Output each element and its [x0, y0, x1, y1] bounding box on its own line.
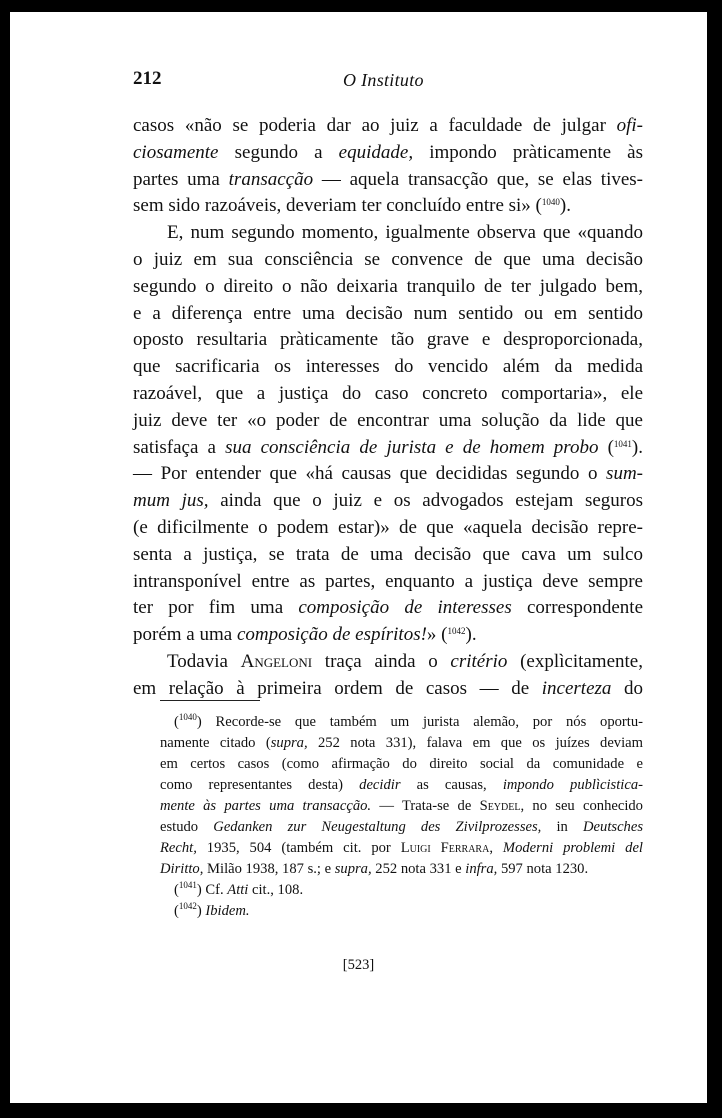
footnote-line [160, 796, 643, 817]
text-run: as causas, [400, 777, 503, 793]
text-run: correspondente [511, 597, 644, 619]
body-line [133, 595, 643, 622]
body-line [133, 649, 643, 676]
text-run: ) Cf. [196, 882, 228, 898]
text-run: Gedanken zur Neugestaltung des Zivilprozesses, [213, 819, 542, 835]
text-run: 1935, 504 (também cit. por [196, 840, 401, 856]
body-line [133, 113, 643, 140]
footnote-ref: 1042 [178, 901, 197, 911]
text-run: sua consciência de jurista e de homem probo [225, 436, 599, 458]
text-run: transacção [228, 168, 314, 190]
text-run: mum jus, [133, 490, 209, 512]
footnote-line [160, 775, 643, 796]
body-line [133, 408, 643, 435]
body-line [133, 435, 643, 462]
text-run: impondo pràticamente às [413, 141, 643, 163]
text-run: Angeloni [240, 650, 313, 672]
text-run: — aquela transacção que, se elas tives- [313, 168, 644, 190]
text-run: composição de espíritos! [236, 624, 427, 646]
body-line [133, 515, 643, 542]
text-run: ). [465, 624, 477, 646]
text-run: ) Recorde-se que também um jurista alemão, por nós oportu- [196, 714, 643, 730]
text-run: — Por entender que «há causas que decididas segundo o [133, 463, 607, 485]
text-run: Atti [227, 882, 249, 898]
footnote-line [160, 733, 643, 754]
footnote-divider [160, 700, 260, 701]
body-line [133, 622, 643, 649]
footnote-line [160, 859, 643, 880]
text-run: decidir [359, 777, 401, 793]
body-line [133, 327, 643, 354]
text-run: traça ainda o [312, 650, 451, 672]
footnote-ref: 1040 [541, 197, 560, 208]
text-run: supra, [334, 861, 372, 877]
body-line [133, 193, 643, 220]
text-run: razoável, que a justiça do caso concreto comportaria», ele [133, 382, 643, 404]
footnote-ref: 1042 [447, 626, 466, 637]
footnote-line [160, 712, 643, 733]
text-run: infra, [465, 861, 498, 877]
text-run: partes uma [133, 168, 229, 190]
text-run: sum- [606, 463, 643, 485]
text-run: in [541, 819, 584, 835]
book-page [10, 12, 707, 1103]
text-run: do [611, 677, 643, 699]
text-run: Recht, [160, 840, 197, 856]
text-run: satisfaça a [133, 436, 226, 458]
text-run: Diritto, [160, 861, 204, 877]
footnote-line [160, 754, 643, 775]
text-run: ) [196, 903, 206, 919]
body-line [133, 220, 643, 247]
text-run: em relação à primeira ordem de casos — de [133, 677, 542, 699]
text-run: Todavia [167, 650, 241, 672]
text-run: estudo [160, 819, 214, 835]
text-run: mente às partes uma transacção. [160, 798, 372, 814]
text-run: ). [559, 195, 571, 217]
text-run: equidade, [338, 141, 414, 163]
text-run: que sacrificaria os interesses do vencido além da medida [133, 356, 643, 378]
text-run: juiz deve ter «o poder de encontrar uma solução da lide que [133, 409, 643, 431]
text-run: ainda que o juiz e os advogados estejam seguros [208, 490, 643, 512]
text-run: Luigi Ferrara [400, 840, 490, 856]
text-run: ter por fim uma [133, 597, 299, 619]
text-run: ( [174, 714, 179, 730]
text-run: ( [174, 903, 179, 919]
footnote-line [160, 817, 643, 838]
text-run: intransponível entre as partes, enquanto a justiça deve sempre [133, 570, 643, 592]
text-run: cit., 108. [248, 882, 304, 898]
running-title: O Instituto [343, 70, 424, 90]
body-line [133, 381, 643, 408]
body-line [133, 569, 643, 596]
text-run: ). [631, 436, 643, 458]
footnote-ref: 1041 [613, 438, 632, 449]
page-header [133, 68, 643, 96]
text-run: em certos casos (como afirmação do direito social da comunidade e [160, 756, 643, 772]
footnotes [160, 712, 643, 922]
text-run: , no seu conhecido [520, 798, 643, 814]
text-run: impondo publìcistica- [502, 777, 643, 793]
text-run: e a diferença entre uma decisão num sentido ou em sentido [133, 302, 643, 324]
body-text [133, 113, 643, 703]
text-run: ofi- [616, 115, 643, 136]
text-run: , [489, 840, 503, 856]
footnote-line [160, 880, 643, 901]
text-run: Milão 1938, 187 s.; e [203, 861, 335, 877]
footnote-ref: 1041 [178, 880, 197, 890]
text-run: supra, [270, 735, 308, 751]
footnote-ref: 1040 [178, 712, 197, 722]
text-run: (explìcitamente, [507, 650, 643, 672]
text-run: oposto resultaria pràticamente tão grave e desproporcionada, [133, 329, 643, 351]
text-run: sem sido razoáveis, deveriam ter concluído entre si» ( [133, 195, 542, 217]
body-line [133, 461, 643, 488]
text-run: 252 nota 331 e [371, 861, 466, 877]
text-run: E, num segundo momento, igualmente observa que «quando [167, 222, 643, 244]
text-run: incerteza [541, 677, 612, 699]
footnote-line [160, 838, 643, 859]
text-run: » ( [426, 624, 448, 646]
text-run: Ibidem. [205, 903, 250, 919]
text-run: senta a justiça, se trata de uma decisão que cava um sulco [133, 543, 643, 565]
body-line [133, 542, 643, 569]
text-run: segundo a [218, 141, 339, 163]
text-run: segundo o direito o não deixaria tranquilo de ter julgado bem, [133, 275, 643, 297]
folio-number: [523] [342, 957, 375, 973]
text-run: casos «não se poderia dar ao juiz a faculdade de julgar [133, 115, 617, 136]
text-run: ciosamente [133, 141, 219, 163]
text-run: porém a uma [133, 624, 237, 646]
footnote-line [160, 901, 643, 922]
page-number: 212 [133, 68, 162, 89]
body-line [133, 274, 643, 301]
body-line [133, 140, 643, 167]
text-run: o juiz em sua consciência se convence de que uma decisão [133, 248, 643, 270]
text-run: critério [450, 650, 508, 672]
text-run: — Trata-se de [371, 798, 480, 814]
text-run: (e dificilmente o podem estar)» de que «aquela decisão repre- [133, 516, 643, 538]
body-line [133, 247, 643, 274]
body-line [133, 354, 643, 381]
text-run: Deutsches [583, 819, 643, 835]
text-run: namente citado ( [160, 735, 271, 751]
text-run: ( [174, 882, 179, 898]
body-line [133, 488, 643, 515]
text-run: Moderni problemi del [502, 840, 643, 856]
text-run: como representantes desta) [160, 777, 360, 793]
text-run: Seydel [479, 798, 521, 814]
body-line [133, 301, 643, 328]
body-line [133, 167, 643, 194]
text-run: composição de interesses [298, 597, 512, 619]
text-run: 252 nota 331), falava em que os juízes deviam [307, 735, 643, 751]
body-line [133, 676, 643, 703]
text-run: 597 nota 1230. [497, 861, 589, 877]
text-run: ( [598, 436, 614, 458]
